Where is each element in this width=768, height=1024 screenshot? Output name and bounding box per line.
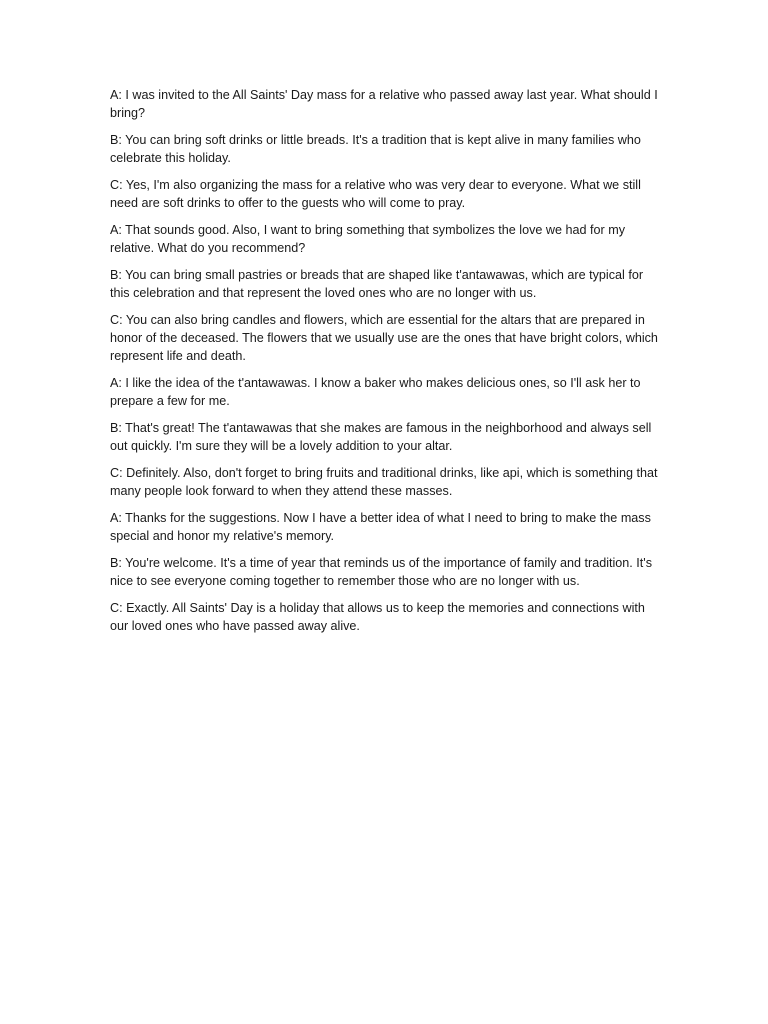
dialogue-paragraph: B: You're welcome. It's a time of year that reminds us of the importance of family and tradition. It's nice to see everyone coming together to remember those who are no longer with us.	[110, 556, 653, 588]
dialogue-body	[110, 86, 662, 644]
dialogue-paragraph: C: Exactly. All Saints' Day is a holiday that allows us to keep the memories and connections with our loved ones who have passed away alive.	[110, 601, 645, 633]
dialogue-paragraph: B: You can bring small pastries or breads that are shaped like t'antawawas, which are typical for this celebration and that represent the loved ones who are no longer with us.	[110, 268, 644, 300]
dialogue-paragraph: B: That's great! The t'antawawas that she makes are famous in the neighborhood and always sell out quickly. I'm sure they will be a lovely addition to your altar.	[110, 421, 652, 453]
dialogue-paragraph: A: I like the idea of the t'antawawas. I know a baker who makes delicious ones, so I'll ask her to prepare a few for me.	[110, 376, 641, 408]
dialogue-paragraph: C: Yes, I'm also organizing the mass for a relative who was very dear to everyone. What we still need are soft drinks to offer to the guests who will come to pray.	[110, 178, 641, 210]
dialogue-paragraph: C: You can also bring candles and flowers, which are essential for the altars that are prepared in honor of the deceased. The flowers that we usually use are the ones that have bright colors, which represent life and death.	[110, 313, 658, 363]
dialogue-paragraph: A: I was invited to the All Saints' Day mass for a relative who passed away last year. What should I bring?	[110, 88, 658, 120]
dialogue-paragraph: C: Definitely. Also, don't forget to bring fruits and traditional drinks, like api, which is something that many people look forward to when they attend these masses.	[110, 466, 658, 498]
dialogue-paragraph: B: You can bring soft drinks or little breads. It's a tradition that is kept alive in many families who celebrate this holiday.	[110, 133, 641, 165]
dialogue-paragraph: A: That sounds good. Also, I want to bring something that symbolizes the love we had for my relative. What do you recommend?	[110, 223, 625, 255]
dialogue-paragraph: A: Thanks for the suggestions. Now I have a better idea of what I need to bring to make the mass special and honor my relative's memory.	[110, 511, 651, 543]
